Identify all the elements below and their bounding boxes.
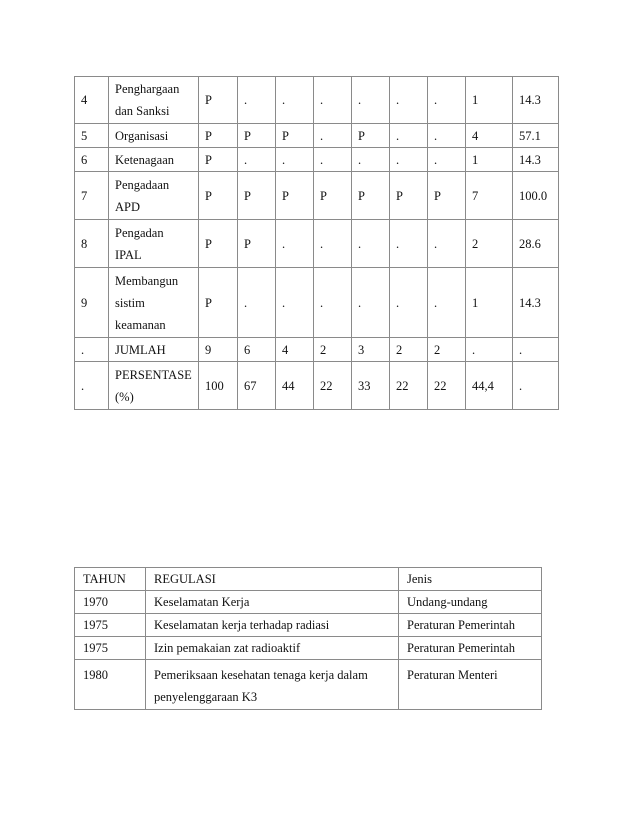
cell: . <box>428 148 466 172</box>
cell: 100 <box>199 362 238 410</box>
regulation-table <box>74 567 542 710</box>
cell: 33 <box>352 362 390 410</box>
regulation-cell: Pemeriksaan kesehatan tenaga kerja dalam penyelenggaraan K3 <box>146 660 399 710</box>
cell: . <box>314 124 352 148</box>
row-percent: 14.3 <box>513 268 559 338</box>
cell: 2 <box>390 338 428 362</box>
row-number: 7 <box>75 172 109 220</box>
cell: . <box>314 148 352 172</box>
cell: 2 <box>428 338 466 362</box>
row-percent: . <box>513 338 559 362</box>
type-cell: Peraturan Pemerintah <box>399 637 542 660</box>
cell: . <box>428 77 466 124</box>
cell: 22 <box>314 362 352 410</box>
regulation-cell: Izin pemakaian zat radioaktif <box>146 637 399 660</box>
cell: P <box>390 172 428 220</box>
cell: P <box>199 220 238 268</box>
row-count: 7 <box>466 172 513 220</box>
cell: P <box>199 124 238 148</box>
cell: . <box>276 148 314 172</box>
row-item: Organisasi <box>109 124 199 148</box>
table-row <box>75 77 559 124</box>
row-percent: 100.0 <box>513 172 559 220</box>
row-item: Pengadaan APD <box>109 172 199 220</box>
cell: . <box>390 77 428 124</box>
cell: . <box>314 268 352 338</box>
cell: P <box>199 77 238 124</box>
regulation-cell: Keselamatan Kerja <box>146 591 399 614</box>
cell: . <box>276 220 314 268</box>
cell: . <box>276 268 314 338</box>
row-item: PERSENTASE (%) <box>109 362 199 410</box>
type-cell: Undang-undang <box>399 591 542 614</box>
row-item: Membangun sistim keamanan <box>109 268 199 338</box>
cell: . <box>314 220 352 268</box>
header-jenis: Jenis <box>399 568 542 591</box>
cell: 4 <box>276 338 314 362</box>
row-percent: 14.3 <box>513 77 559 124</box>
type-cell: Peraturan Menteri <box>399 660 542 710</box>
regulation-cell: Keselamatan kerja terhadap radiasi <box>146 614 399 637</box>
row-count: . <box>466 338 513 362</box>
cell: 2 <box>314 338 352 362</box>
table-row <box>75 172 559 220</box>
cell: 67 <box>238 362 276 410</box>
cell: . <box>352 220 390 268</box>
row-count: 1 <box>466 77 513 124</box>
row-item: Ketenagaan <box>109 148 199 172</box>
cell: . <box>238 77 276 124</box>
cell: 44 <box>276 362 314 410</box>
cell: 9 <box>199 338 238 362</box>
cell: . <box>276 77 314 124</box>
table-row <box>75 660 542 710</box>
cell: P <box>276 172 314 220</box>
header-regulasi: REGULASI <box>146 568 399 591</box>
cell: P <box>352 124 390 148</box>
header-tahun: TAHUN <box>75 568 146 591</box>
table-row <box>75 220 559 268</box>
cell: 3 <box>352 338 390 362</box>
table-header-row <box>75 568 542 591</box>
cell: P <box>238 220 276 268</box>
cell: P <box>352 172 390 220</box>
year-cell: 1970 <box>75 591 146 614</box>
row-number: 9 <box>75 268 109 338</box>
assessment-table <box>74 76 559 410</box>
total-row <box>75 338 559 362</box>
row-count: 1 <box>466 268 513 338</box>
cell: . <box>238 268 276 338</box>
row-number: 4 <box>75 77 109 124</box>
cell: . <box>352 148 390 172</box>
cell: . <box>390 124 428 148</box>
cell: . <box>238 148 276 172</box>
cell: P <box>199 172 238 220</box>
row-percent: . <box>513 362 559 410</box>
cell: 22 <box>390 362 428 410</box>
table-row <box>75 614 542 637</box>
table-row <box>75 591 542 614</box>
row-count: 44,4 <box>466 362 513 410</box>
cell: 6 <box>238 338 276 362</box>
row-number: . <box>75 362 109 410</box>
cell: P <box>238 124 276 148</box>
cell: . <box>390 148 428 172</box>
row-number: 8 <box>75 220 109 268</box>
cell: P <box>199 268 238 338</box>
percentage-row <box>75 362 559 410</box>
year-cell: 1975 <box>75 614 146 637</box>
row-number: . <box>75 338 109 362</box>
row-percent: 57.1 <box>513 124 559 148</box>
cell: . <box>428 220 466 268</box>
year-cell: 1975 <box>75 637 146 660</box>
table-row <box>75 148 559 172</box>
table-row <box>75 124 559 148</box>
cell: P <box>428 172 466 220</box>
row-percent: 28.6 <box>513 220 559 268</box>
table-row <box>75 637 542 660</box>
row-number: 6 <box>75 148 109 172</box>
cell: . <box>428 124 466 148</box>
year-cell: 1980 <box>75 660 146 710</box>
row-item: Pengadan IPAL <box>109 220 199 268</box>
cell: . <box>428 268 466 338</box>
row-count: 4 <box>466 124 513 148</box>
cell: . <box>352 77 390 124</box>
row-number: 5 <box>75 124 109 148</box>
cell: P <box>199 148 238 172</box>
cell: 22 <box>428 362 466 410</box>
row-percent: 14.3 <box>513 148 559 172</box>
type-cell: Peraturan Pemerintah <box>399 614 542 637</box>
cell: P <box>314 172 352 220</box>
cell: P <box>276 124 314 148</box>
table-row <box>75 268 559 338</box>
row-count: 1 <box>466 148 513 172</box>
row-count: 2 <box>466 220 513 268</box>
cell: . <box>352 268 390 338</box>
cell: . <box>390 220 428 268</box>
row-item: JUMLAH <box>109 338 199 362</box>
cell: . <box>390 268 428 338</box>
cell: P <box>238 172 276 220</box>
cell: . <box>314 77 352 124</box>
row-item: Penghargaan dan Sanksi <box>109 77 199 124</box>
